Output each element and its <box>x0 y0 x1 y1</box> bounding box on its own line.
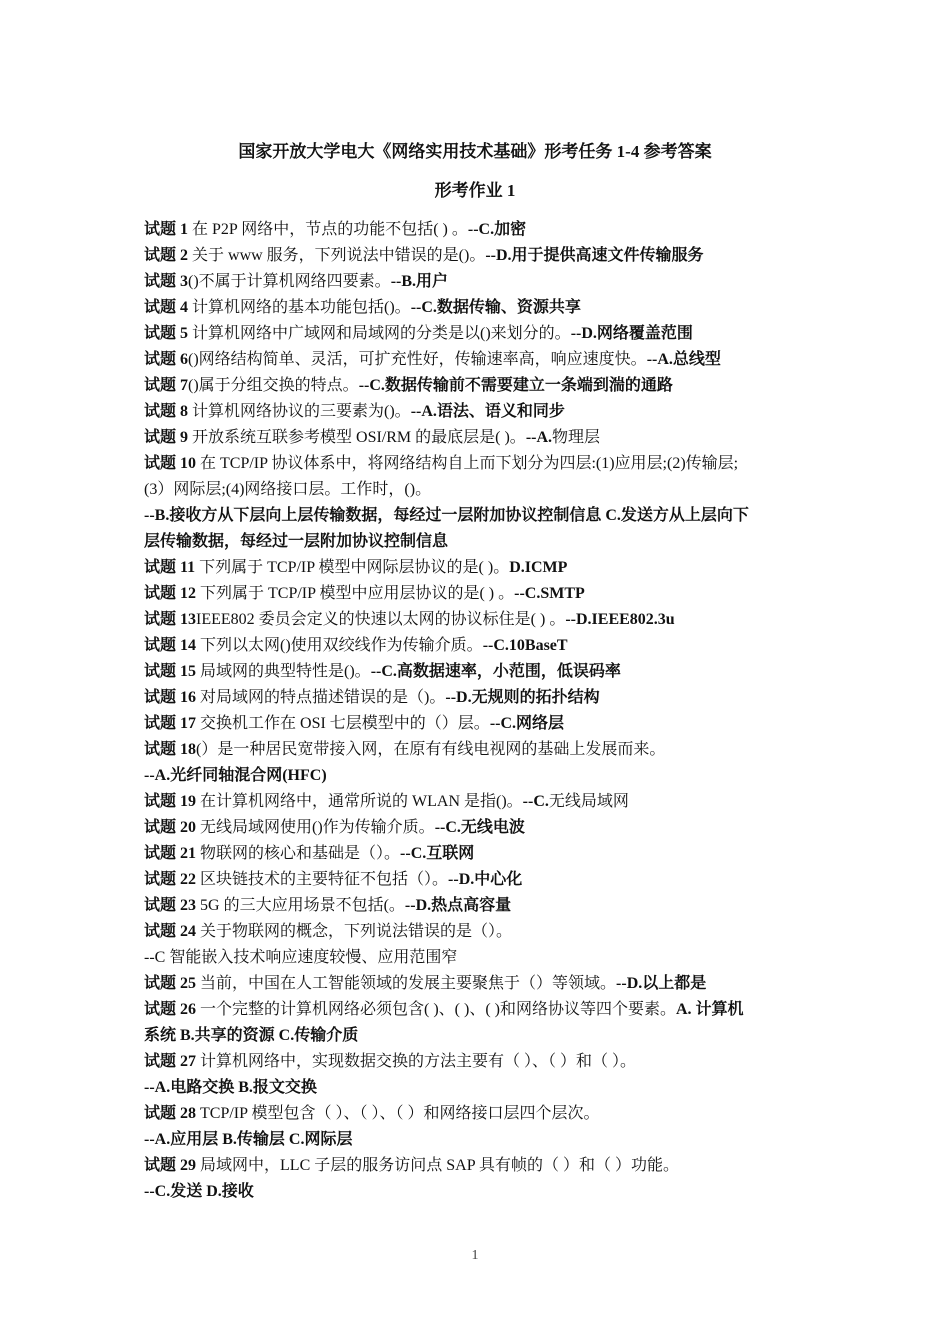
text-line <box>144 1023 812 1049</box>
text-line <box>144 711 812 737</box>
text-run: 局域网中，LLC 子层的服务访问点 SAP 具有帧的（ ）和（ ）功能。 <box>196 1157 679 1174</box>
text-run: (）是一种居民宽带接入网，在原有有线电视网的基础上发展而来。 <box>196 741 666 758</box>
bold-text: --C.互联网 <box>400 845 475 862</box>
bold-text: --C.SMTP <box>514 585 585 602</box>
bold-text: 试题 1 <box>144 221 189 238</box>
bold-text: --D.热点高容量 <box>404 897 512 914</box>
text-run: TCP/IP 模型包含（ ）、（ ）、（ ）和网络接口层四个层次。 <box>196 1105 600 1122</box>
text-run: 计算机网络中广域网和局域网的分类是以()来划分的。 <box>188 325 571 342</box>
text-line <box>144 243 812 269</box>
text-line <box>144 425 812 451</box>
text-line <box>144 659 812 685</box>
bold-text: 试题 3 <box>144 273 189 290</box>
text-line <box>144 633 812 659</box>
text-run: 关于物联网的概念，下列说法错误的是（）。 <box>196 923 513 940</box>
text-run: 在计算机网络中，通常所说的 WLAN 是指()。 <box>196 793 523 810</box>
bold-text: 试题 29 <box>144 1157 197 1174</box>
bold-text: 试题 26 <box>144 1001 197 1018</box>
bold-text: --C.高数据速率，小范围，低误码率 <box>370 663 621 680</box>
text-line <box>144 347 812 373</box>
text-line <box>144 217 812 243</box>
bold-text: --B.接收方从下层向上层传输数据，每经过一层附加协议控制信息 C.发送方从上层向下 <box>144 507 749 524</box>
bold-text: --D.用于提供高速文件传输服务 <box>485 247 704 264</box>
bold-text: 试题 5 <box>144 325 189 342</box>
bold-text: 试题 10 <box>144 455 197 472</box>
section-subtitle: 形考作业 1 <box>434 181 516 200</box>
text-line <box>144 555 812 581</box>
bold-text: 试题 20 <box>144 819 197 836</box>
text-run: 物理层 <box>552 429 601 446</box>
bold-text: --C.10BaseT <box>482 637 568 654</box>
text-run: IEEE802 委员会定义的快速以太网的协议标住是( ) 。 <box>196 611 566 628</box>
bold-text: 试题 7 <box>144 377 189 394</box>
text-line <box>144 529 812 555</box>
text-run: 一个完整的计算机网络必须包含( )、( )、( )和网络协议等四个要素。 <box>196 1001 676 1018</box>
bold-text: 试题 23 <box>144 897 197 914</box>
text-line <box>144 763 812 789</box>
page-number: 1 <box>471 1248 479 1263</box>
bold-text: --C.发送 D.接收 <box>144 1183 254 1200</box>
text-line <box>144 581 812 607</box>
bold-text: 试题 21 <box>144 845 197 862</box>
text-line <box>144 477 812 503</box>
text-line <box>144 919 812 945</box>
text-run: 无线局域网使用()作为传输介质。 <box>196 819 435 836</box>
text-run: 计算机网络的基本功能包括()。 <box>188 299 411 316</box>
bold-text: 试题 16 <box>144 689 197 706</box>
text-run: 当前，中国在人工智能领域的发展主要聚焦于（）等领域。 <box>196 975 617 992</box>
text-run: ()不属于计算机网络四要素。 <box>188 273 391 290</box>
bold-text: 试题 24 <box>144 923 197 940</box>
text-line <box>144 841 812 867</box>
text-run: 在 TCP/IP 协议体系中，将网络结构自上而下划分为四层:(1)应用层;(2)传输层; <box>196 455 739 472</box>
text-run: 下列属于 TCP/IP 模型中网际层协议的是( )。 <box>195 559 510 576</box>
text-line <box>144 373 812 399</box>
text-line <box>144 685 812 711</box>
bold-text: --C.数据传输前不需要建立一条端到湍的通路 <box>358 377 673 394</box>
bold-text: 试题 8 <box>144 403 189 420</box>
bold-text: --B.用户 <box>390 273 449 290</box>
text-line <box>144 503 812 529</box>
text-line <box>144 971 812 997</box>
text-run: (3）网际层;(4)网络接口层。工作时，()。 <box>144 481 432 498</box>
bold-text: 试题 27 <box>144 1053 197 1070</box>
bold-text: 试题 14 <box>144 637 197 654</box>
text-run: --C 智能嵌入技术响应速度较慢、应用范围窄 <box>144 949 458 966</box>
bold-text: --D.无规则的拓扑结构 <box>445 689 600 706</box>
text-line <box>144 607 812 633</box>
bold-text: --D.IEEE802.3u <box>565 611 675 628</box>
bold-text: --C.无线电波 <box>434 819 525 836</box>
bold-text: --D.中心化 <box>448 871 523 888</box>
bold-text: 试题 9 <box>144 429 189 446</box>
text-run: 区块链技术的主要特征不包括（）。 <box>196 871 449 888</box>
document-title: 国家开放大学电大《网络实用技术基础》形考任务 1-4 参考答案 <box>238 142 712 161</box>
text-line <box>144 1049 812 1075</box>
text-line <box>144 997 812 1023</box>
text-run: 在 P2P 网络中，节点的功能不包括( ) 。 <box>188 221 468 238</box>
text-run: 局域网的典型特性是()。 <box>196 663 371 680</box>
bold-text: --A.电路交换 B.报文交换 <box>144 1079 317 1096</box>
bold-text: --C.网络层 <box>489 715 565 732</box>
text-line <box>144 1179 812 1205</box>
text-run: 开放系统互联参考模型 OSI/RM 的最底层是( )。 <box>188 429 526 446</box>
bold-text: 试题 17 <box>144 715 197 732</box>
text-run: 计算机网络协议的三要素为()。 <box>188 403 411 420</box>
bold-text: 试题 6 <box>144 351 189 368</box>
text-line <box>144 737 812 763</box>
bold-text: 系统 B.共享的资源 C.传输介质 <box>144 1027 359 1044</box>
text-line <box>144 1127 812 1153</box>
text-run: 交换机工作在 OSI 七层模型中的（）层。 <box>196 715 490 732</box>
text-run: 物联网的核心和基础是（）。 <box>196 845 401 862</box>
bold-text: --C. <box>522 793 549 810</box>
question-list <box>144 217 812 1205</box>
bold-text: --A.应用层 B.传输层 C.网际层 <box>144 1131 353 1148</box>
bold-text: 试题 2 <box>144 247 189 264</box>
bold-text: 试题 12 <box>144 585 197 602</box>
text-line <box>144 399 812 425</box>
text-line <box>144 1075 812 1101</box>
bold-text: --A. <box>525 429 553 446</box>
text-run: 5G 的三大应用场景不包括(。 <box>196 897 405 914</box>
text-run: ()属于分组交换的特点。 <box>188 377 359 394</box>
bold-text: 试题 25 <box>144 975 197 992</box>
bold-text: --A.语法、语义和同步 <box>410 403 565 420</box>
bold-text: --A.光纤同轴混合网(HFC) <box>144 767 327 784</box>
bold-text: D.ICMP <box>509 559 568 576</box>
text-run: 对局域网的特点描述错误的是（)。 <box>196 689 446 706</box>
bold-text: 试题 15 <box>144 663 197 680</box>
bold-text: --A.总线型 <box>646 351 721 368</box>
text-run: 无线局域网 <box>548 793 629 810</box>
text-run: 下列以太网()使用双绞线作为传输介质。 <box>196 637 483 654</box>
text-run: 关于 www 服务，下列说法中错误的是()。 <box>188 247 486 264</box>
bold-text: 层传输数据，每经过一层附加协议控制信息 <box>144 533 449 550</box>
bold-text: --D.网络覆盖范围 <box>570 325 693 342</box>
bold-text: 试题 4 <box>144 299 189 316</box>
text-line <box>144 815 812 841</box>
bold-text: 试题 11 <box>144 559 196 576</box>
text-run: 下列属于 TCP/IP 模型中应用层协议的是( ) 。 <box>196 585 515 602</box>
bold-text: 试题 22 <box>144 871 197 888</box>
bold-text: 试题 13 <box>144 611 197 628</box>
bold-text: 试题 18 <box>144 741 197 758</box>
text-line <box>144 295 812 321</box>
bold-text: --C.数据传输、资源共享 <box>410 299 581 316</box>
bold-text: --C.加密 <box>467 221 527 238</box>
text-line <box>144 789 812 815</box>
text-line <box>144 321 812 347</box>
bold-text: --D.以上都是 <box>616 975 707 992</box>
bold-text: 试题 19 <box>144 793 197 810</box>
bold-text: A. 计算机 <box>676 1001 744 1018</box>
text-line <box>144 1153 812 1179</box>
text-line <box>144 867 812 893</box>
text-line <box>144 451 812 477</box>
text-line <box>144 945 812 971</box>
text-line <box>144 1101 812 1127</box>
text-line <box>144 893 812 919</box>
text-line <box>144 269 812 295</box>
text-run: ()网络结构简单、灵活，可扩充性好，传输速率高，响应速度快。 <box>188 351 647 368</box>
text-run: 计算机网络中，实现数据交换的方法主要有（ ）、（ ）和（ ）。 <box>196 1053 637 1070</box>
bold-text: 试题 28 <box>144 1105 197 1122</box>
